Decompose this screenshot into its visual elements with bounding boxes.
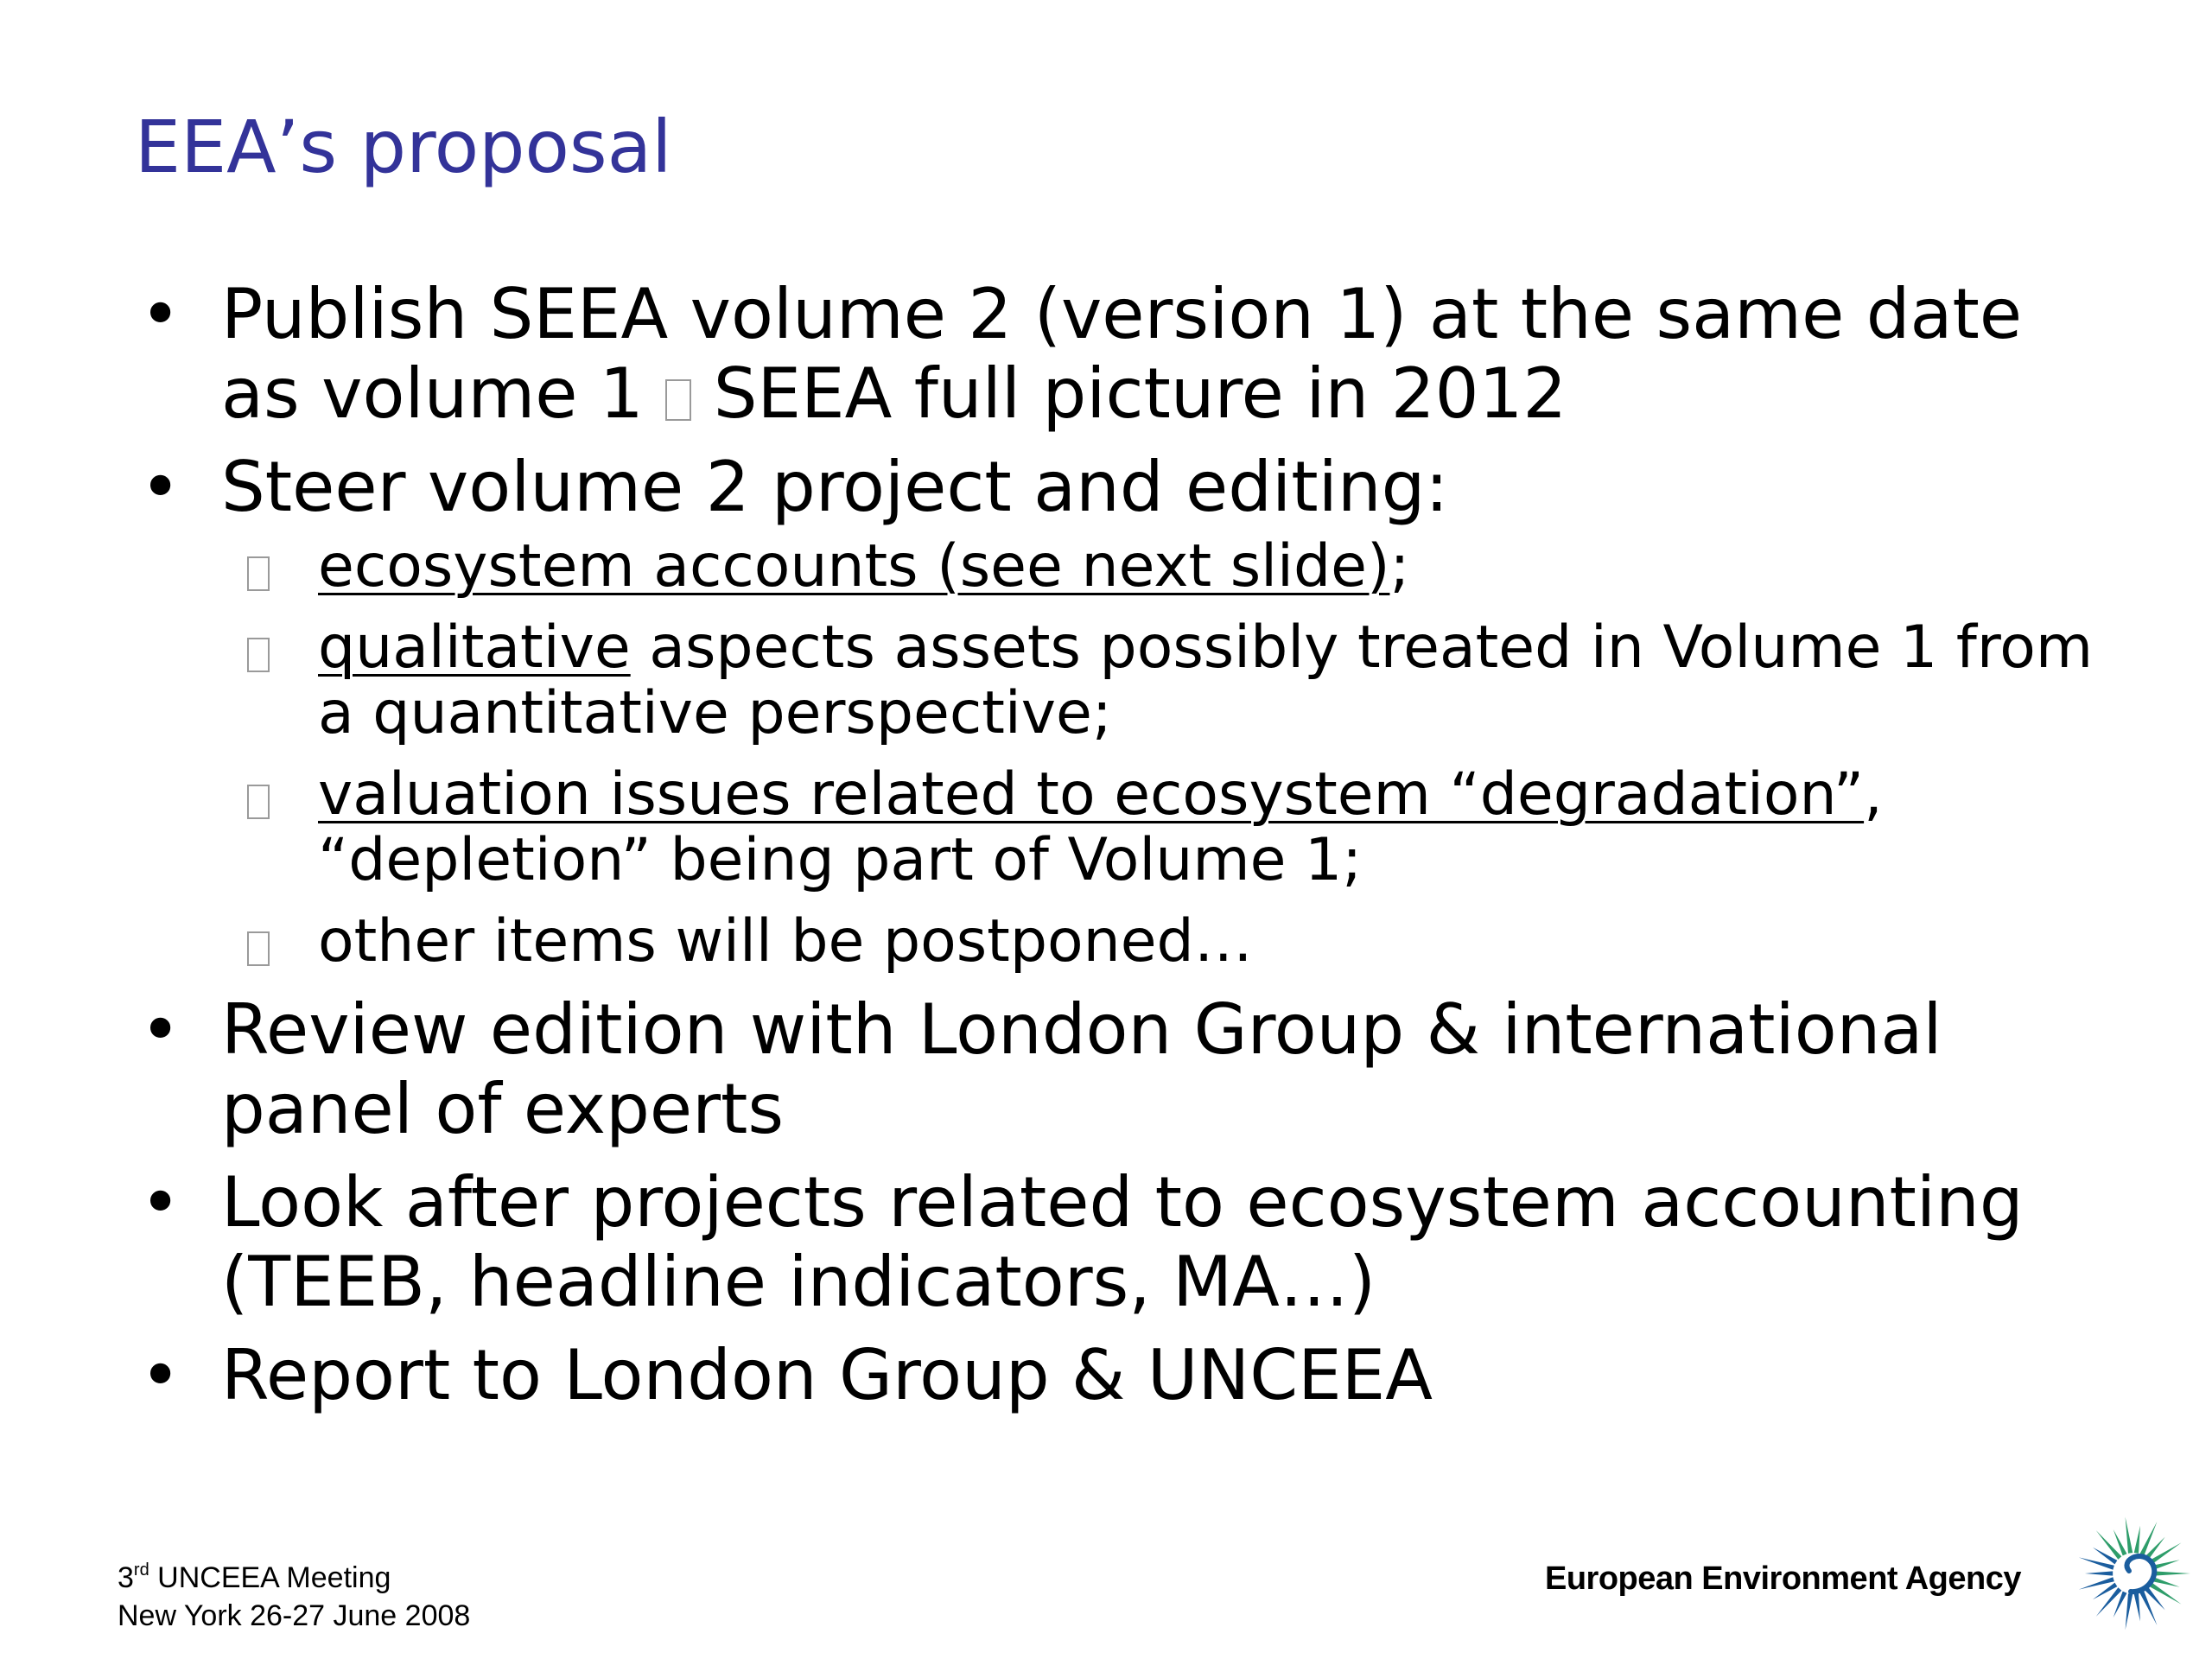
bullet-item-publish [135,275,2122,434]
bullet-text: SEEA full picture in 2012 [713,353,1567,434]
agency-name: European Environment Agency [1545,1560,2021,1597]
eea-logo-icon [2069,1509,2198,1638]
logo-petal [2096,1530,2122,1560]
sub-bullet-valuation [221,762,2122,893]
logo-swirl [2126,1556,2154,1592]
bullet-item-look-after [135,1163,2122,1322]
bullet-dot-icon: • [140,447,181,527]
arrow-placeholder-icon [665,379,691,421]
logo-petal [2096,1587,2122,1617]
bullet-text: Report to London Group & UNCEEA [221,1335,1433,1415]
sub-bullet-box-icon [247,638,270,672]
footer-place-date: New York 26-27 June 2008 [118,1599,471,1632]
bullet-text: Steer volume 2 project and editing: [221,447,1449,527]
meeting-name: UNCEEA Meeting [149,1561,391,1594]
sub-bullet-qualitative [221,615,2122,747]
sub-bullet-box-icon [247,931,270,966]
sub-bullet-text: aspects assets possibly treated in Volume 1 from a quantitative perspective; [318,613,2094,747]
bullet-item-report [135,1336,2122,1415]
sub-bullet-box-icon [247,785,270,819]
underlined-text: valuation issues related to ecosystem “degradation” [318,760,1865,829]
logo-petal [2152,1577,2180,1587]
sub-bullet-list [221,534,2122,975]
bullet-dot-icon: • [140,274,181,354]
sub-bullet-text: ; [1389,532,1410,601]
sub-bullet-other-items [221,909,2122,975]
footer-meeting-info [118,1559,470,1635]
logo-petal [2085,1571,2113,1575]
bullet-item-steer [135,448,2122,975]
bullet-dot-icon: • [140,1162,181,1243]
bullet-text: Review edition with London Group & international panel of experts [221,989,1942,1149]
meeting-ordinal-suffix: rd [133,1560,149,1580]
footer-meeting-line [118,1559,470,1597]
bullet-text: Look after projects related to ecosystem accounting (TEEB, headline indicators, MA…) [221,1162,2024,1322]
slide-title: EEA’s proposal [135,105,672,189]
bullet-item-review [135,990,2122,1149]
bullet-dot-icon: • [140,1335,181,1415]
logo-petal [2126,1593,2133,1630]
underlined-text: qualitative [318,613,631,682]
sub-bullet-text: , “depletion” being part of Volume 1; [318,760,1883,894]
underlined-text: ecosystem accounts (see next slide) [318,532,1390,601]
sub-bullet-text: other items will be postponed… [318,907,1253,976]
bullet-list [135,275,2122,1429]
logo-petal [2126,1517,2133,1554]
logo-petal [2154,1571,2190,1575]
meeting-number: 3 [118,1561,134,1594]
logo-petal [2134,1526,2140,1554]
logo-petal [2134,1593,2140,1621]
sub-bullet-box-icon [247,556,270,591]
sub-bullet-ecosystem-accounts [221,534,2122,600]
bullet-text: Publish SEEA volume 2 (version 1) at the same date as volume 1 [221,274,2023,434]
bullet-dot-icon: • [140,989,181,1070]
